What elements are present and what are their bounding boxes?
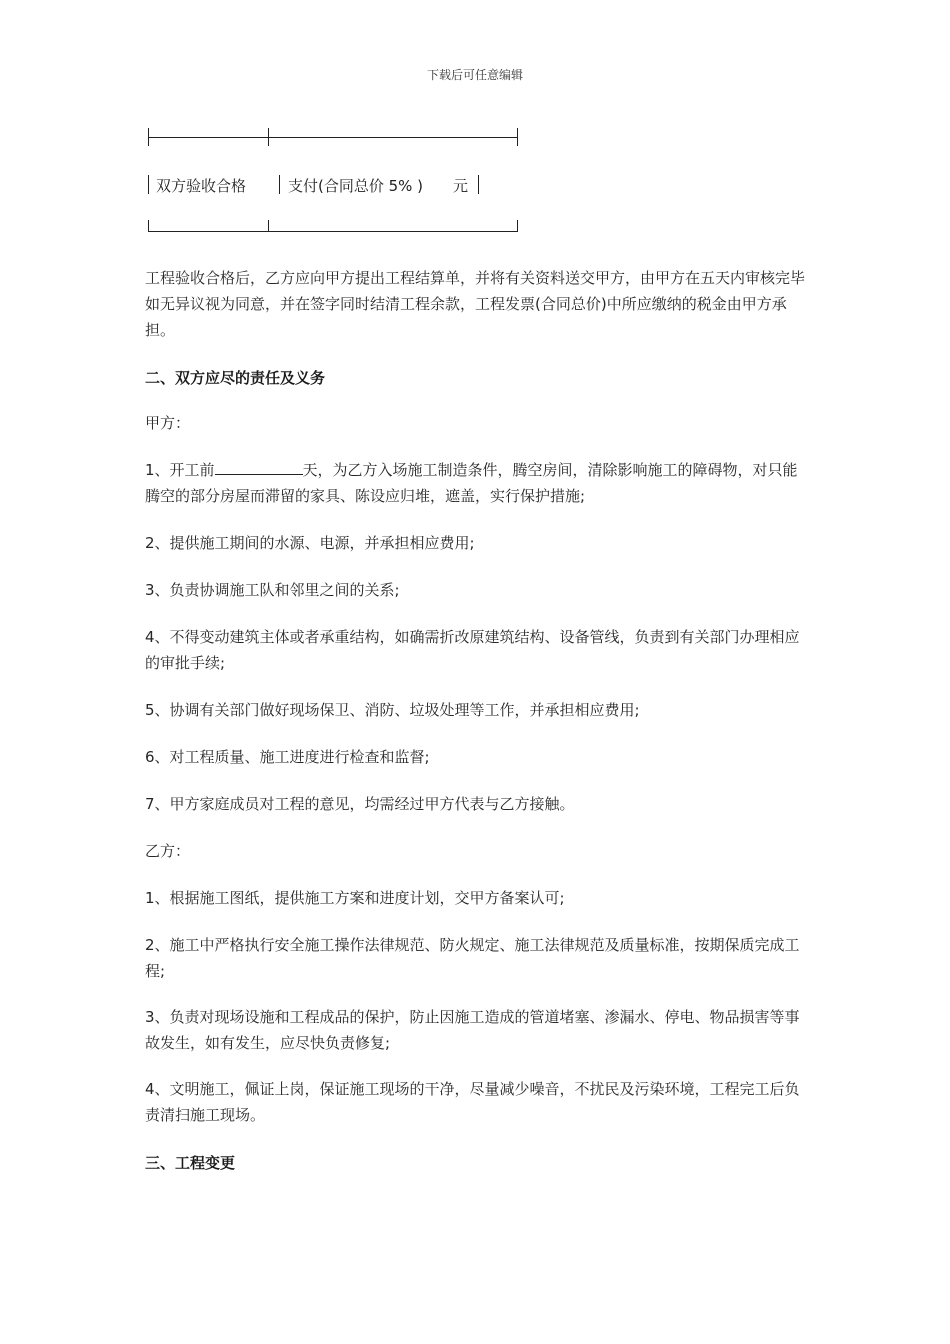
party-a-item-6: 6、对工程质量、施工进度进行检查和监督;: [145, 748, 430, 766]
table-cell-unit: 元: [453, 177, 469, 195]
party-b-item-2: 2、施工中严格执行安全施工操作法律规范、防火规定、施工法律规范及质量标准，按期保质完成工程;: [145, 936, 800, 980]
table-top-right-tick: [517, 128, 518, 146]
party-a-item-1-suffix: 天，为乙方入场施工制造条件，腾空房间，清除影响施工的障碍物，对只能腾空的部分房屋而滞留的家具、陈设应归堆，遮盖，实行保护措施;: [145, 461, 798, 505]
party-a-item-4: 4、不得变动建筑主体或者承重结构，如确需折改原建筑结构、设备管线，负责到有关部门办理相应的审批手续;: [145, 628, 800, 672]
party-a-item-2: 2、提供施工期间的水源、电源，并承担相应费用;: [145, 534, 475, 552]
party-a-item-7: 7、甲方家庭成员对工程的意见，均需经过甲方代表与乙方接触。: [145, 795, 575, 813]
table-top-border: [148, 137, 518, 138]
table-bottom-right-tick: [517, 220, 518, 232]
section-3-title: 三、工程变更: [145, 1154, 236, 1172]
table-top-mid-tick: [268, 128, 269, 146]
start-days-blank: [215, 458, 303, 475]
party-a-label: 甲方：: [145, 414, 191, 432]
table-cell-acceptance: 双方验收合格: [156, 177, 247, 195]
table-row-mid-border: [279, 175, 280, 194]
party-b-item-4: 4、文明施工，佩证上岗，保证施工现场的干净，尽量减少噪音，不扰民及污染环境，工程完工后负责清扫施工现场。: [145, 1080, 800, 1124]
party-b-item-1: 1、根据施工图纸，提供施工方案和进度计划，交甲方备案认可;: [145, 889, 565, 907]
table-row-right-border: [478, 175, 479, 194]
table-cell-payment: 支付(合同总价 5% ): [288, 177, 424, 195]
section-2-title: 二、双方应尽的责任及义务: [145, 369, 326, 387]
table-bottom-mid-tick: [268, 220, 269, 232]
page-header-note: 下载后可任意编辑: [426, 68, 523, 82]
settlement-paragraph: 工程验收合格后，乙方应向甲方提出工程结算单，并将有关资料送交甲方，由甲方在五天内审核完毕如无异议视为同意，并在签字同时结清工程余款，工程发票(合同总价)中所应缴纳的税金由甲方承担。: [145, 269, 806, 339]
party-a-item-5: 5、协调有关部门做好现场保卫、消防、垃圾处理等工作，并承担相应费用;: [145, 701, 640, 719]
party-a-item-1: [145, 457, 805, 509]
party-a-item-3: 3、负责协调施工队和邻里之间的关系;: [145, 581, 400, 599]
party-a-item-1-prefix: 1、开工前: [145, 461, 215, 479]
table-row-left-border: [148, 175, 149, 194]
party-b-item-3: 3、负责对现场设施和工程成品的保护，防止因施工造成的管道堵塞、渗漏水、停电、物品损害等事故发生，如有发生，应尽快负责修复;: [145, 1008, 800, 1052]
table-bottom-border: [148, 231, 518, 232]
party-b-label: 乙方：: [145, 842, 191, 860]
